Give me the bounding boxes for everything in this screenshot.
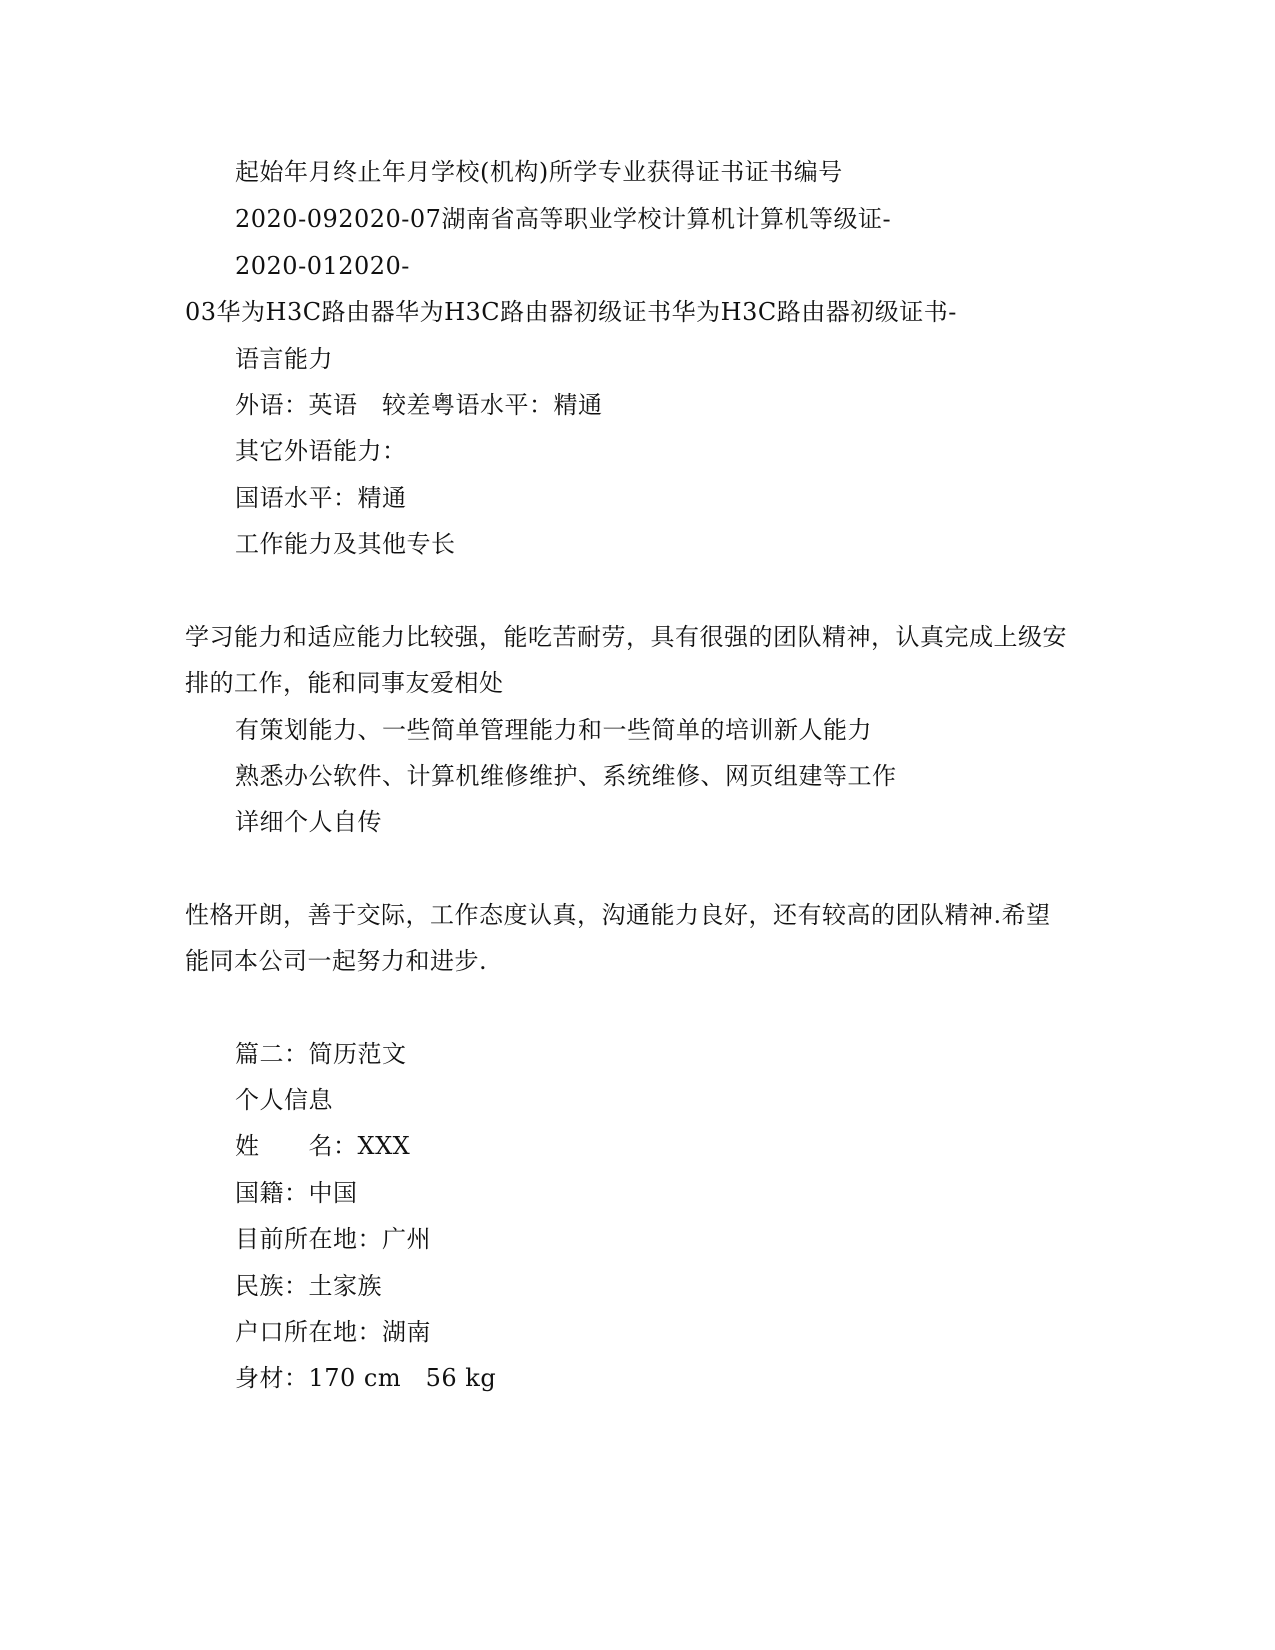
education-row-1: 2020-092020-07湖南省高等职业学校计算机计算机等级证- <box>235 205 892 233</box>
other-language-line: 其它外语能力： <box>235 437 407 465</box>
section-heading-personal-info: 个人信息 <box>235 1086 333 1114</box>
foreign-language-line: 外语：英语 较差粤语水平：精通 <box>235 391 603 419</box>
mandarin-level-line: 国语水平：精通 <box>235 484 407 512</box>
part-two-title: 篇二：简历范文 <box>235 1040 407 1068</box>
hukou-location-field-line: 户口所在地：湖南 <box>235 1318 431 1346</box>
name-field-line: 姓 名：XXX <box>235 1132 411 1160</box>
education-row-2-detail: 03华为H3C路由器华为H3C路由器初级证书华为H3C路由器初级证书- <box>185 298 957 326</box>
education-table-header: 起始年月终止年月学校(机构)所学专业获得证书证书编号 <box>235 158 843 186</box>
education-row-2-date: 2020-012020- <box>235 252 410 280</box>
current-location-field-line: 目前所在地：广州 <box>235 1225 431 1253</box>
ethnicity-field-line: 民族：土家族 <box>235 1272 382 1300</box>
section-heading-language: 语言能力 <box>235 345 333 373</box>
skills-paragraph-line-1: 学习能力和适应能力比较强，能吃苦耐劳，具有很强的团队精神，认真完成上级安 <box>185 623 1067 651</box>
body-size-field-line: 身材：170 cm 56 kg <box>235 1364 497 1392</box>
autobiography-line-1: 性格开朗，善于交际，工作态度认真，沟通能力良好，还有较高的团队精神.希望 <box>185 901 1051 929</box>
section-heading-autobiography: 详细个人自传 <box>235 808 382 836</box>
skills-planning-line: 有策划能力、一些简单管理能力和一些简单的培训新人能力 <box>235 716 872 744</box>
autobiography-line-2: 能同本公司一起努力和进步. <box>185 947 488 975</box>
nationality-field-line: 国籍：中国 <box>235 1179 358 1207</box>
section-heading-skills: 工作能力及其他专长 <box>235 530 456 558</box>
skills-software-line: 熟悉办公软件、计算机维修维护、系统维修、网页组建等工作 <box>235 762 897 790</box>
skills-paragraph-line-2: 排的工作，能和同事友爱相处 <box>185 669 504 697</box>
